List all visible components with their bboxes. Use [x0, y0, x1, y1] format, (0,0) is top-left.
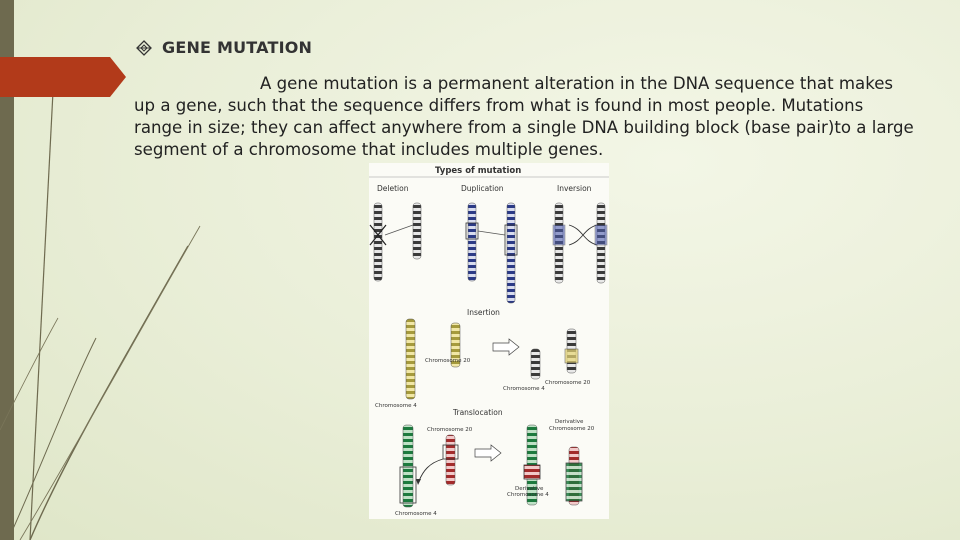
label-insertion-chromosome-20-right: Chromosome 20	[545, 380, 591, 386]
slide-heading: GENE MUTATION	[162, 38, 313, 57]
label-translocation-chromosome-20: Chromosome 20	[427, 427, 473, 433]
label-derivative-chromosome-20-line1: Derivative	[555, 419, 584, 425]
label-derivative-chromosome-4-line2: Chromosome 4	[507, 492, 549, 498]
figure-title: Types of mutation	[435, 166, 522, 176]
label-translocation: Translocation	[453, 408, 503, 417]
heading-row	[135, 38, 312, 57]
label-insertion-chromosome-4-right: Chromosome 4	[503, 386, 545, 392]
label-derivative-chromosome-20-line2: Chromosome 20	[549, 426, 595, 432]
mutation-types-figure	[369, 163, 609, 519]
label-insertion-chromosome-4-left: Chromosome 4	[375, 403, 417, 409]
label-inversion: Inversion	[557, 184, 592, 193]
label-insertion-chromosome-20-left: Chromosome 20	[425, 358, 471, 364]
label-derivative-chromosome-4-line1: Derivative	[515, 486, 544, 492]
label-translocation-chromosome-4: Chromosome 4	[395, 511, 437, 517]
label-insertion: Insertion	[467, 308, 500, 317]
label-duplication: Duplication	[461, 184, 504, 193]
red-accent-tab	[0, 57, 126, 97]
diamond-bullet-icon	[135, 39, 153, 57]
label-deletion: Deletion	[377, 184, 409, 193]
slide-paragraph: A gene mutation is a permanent alteration in the DNA sequence that makes up a gene, such that the sequence differs from what is found in most people. Mutations range in size; they can affect anywhere from a single DNA building block (base pair)to a large segment of a chromosome that includes multiple genes.	[134, 74, 914, 159]
